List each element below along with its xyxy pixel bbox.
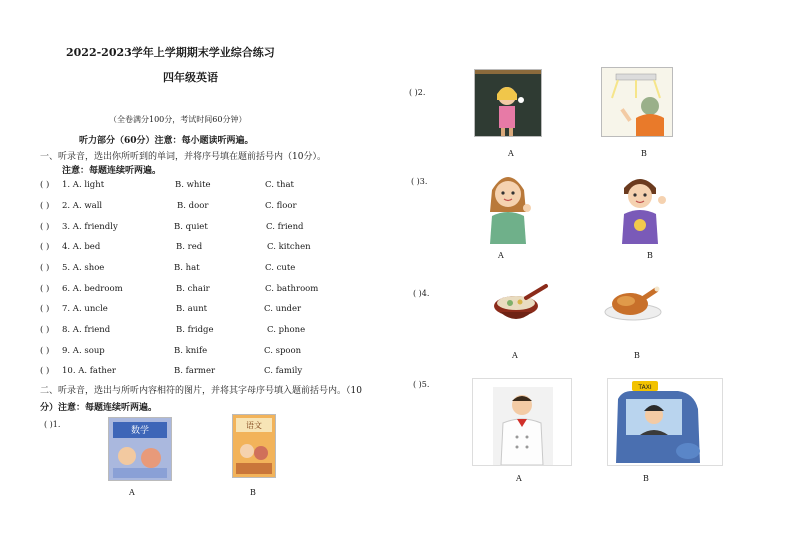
score-note: （全卷满分100分，考试时间60分钟） <box>109 115 247 124</box>
listening-header: 听力部分（60分）注意：每小题读听两遍。 <box>79 136 254 146</box>
option-a: 4. A. bed <box>62 242 101 252</box>
option-a: 1. A. light <box>62 180 105 190</box>
q5-label: ( )5. <box>413 380 430 389</box>
option-b: B. red <box>176 242 203 252</box>
answer-blank[interactable]: ( ) <box>40 180 50 190</box>
chef-image <box>472 378 572 466</box>
option-c: C. cute <box>265 263 296 273</box>
option-c: C. that <box>265 180 294 190</box>
girl-blackboard-image <box>474 69 542 137</box>
option-b: B. aunt <box>176 304 208 314</box>
q1-option-a: A <box>129 488 135 497</box>
option-a: 5. A. shoe <box>62 263 105 273</box>
q3-label: ( )3. <box>411 177 428 186</box>
option-a: 3. A. friendly <box>62 222 118 232</box>
section1-note: 注意：每题连续听两遍。 <box>62 166 162 176</box>
girl-waving-image <box>480 168 536 244</box>
q5-option-a: A <box>516 474 522 483</box>
answer-blank[interactable]: ( ) <box>40 304 50 314</box>
taxi-driver-image <box>607 378 723 466</box>
section2-note: 分）注意：每题连续听两遍。 <box>40 403 158 413</box>
exam-subtitle: 四年级英语 <box>163 71 218 84</box>
option-a: 7. A. uncle <box>62 304 108 314</box>
chinese-book-image <box>232 414 276 478</box>
q4-label: ( )4. <box>413 289 430 298</box>
option-c: C. family <box>264 366 303 376</box>
option-b: B. fridge <box>176 325 214 335</box>
option-c: C. bathroom <box>265 284 319 294</box>
exam-title: 2022-2023学年上学期期末学业综合练习 <box>66 46 275 59</box>
option-b: B. door <box>177 201 209 211</box>
answer-blank[interactable]: ( ) <box>40 222 50 232</box>
q5-option-b: B <box>643 474 649 483</box>
option-c: C. floor <box>265 201 297 211</box>
section1-instruction: 一、听录音，选出你所听到的单词，并将序号填在题前括号内（10分）。 <box>40 152 326 162</box>
answer-blank[interactable]: ( ) <box>40 201 50 211</box>
option-a: 10. A. father <box>62 366 116 376</box>
q2-option-b: B <box>641 149 647 158</box>
q4-option-a: A <box>512 351 518 360</box>
q3-option-a: A <box>498 251 504 260</box>
option-b: B. chair <box>176 284 210 294</box>
option-b: B. hat <box>174 263 200 273</box>
answer-blank[interactable]: ( ) <box>40 325 50 335</box>
option-c: C. phone <box>267 325 306 335</box>
answer-blank[interactable]: ( ) <box>40 263 50 273</box>
answer-blank[interactable]: ( ) <box>40 366 50 376</box>
roast-chicken-image <box>604 282 662 322</box>
option-b: B. farmer <box>174 366 216 376</box>
boy-light-image <box>601 67 673 137</box>
option-a: 8. A. friend <box>62 325 111 335</box>
answer-blank[interactable]: ( ) <box>40 284 50 294</box>
q4-option-b: B <box>634 351 640 360</box>
math-book-image <box>108 417 172 481</box>
option-c: C. friend <box>266 222 304 232</box>
chinese-book-title: 语文 <box>246 421 262 430</box>
option-c: C. spoon <box>264 346 302 356</box>
option-c: C. under <box>264 304 302 314</box>
q2-option-a: A <box>508 149 514 158</box>
option-b: B. knife <box>174 346 208 356</box>
math-book-title: 数学 <box>130 426 150 436</box>
option-a: 2. A. wall <box>62 201 103 211</box>
option-b: B. quiet <box>174 222 208 232</box>
q1-label: ( )1. <box>44 420 61 429</box>
answer-blank[interactable]: ( ) <box>40 242 50 252</box>
option-a: 6. A. bedroom <box>62 284 123 294</box>
q2-label: ( )2. <box>409 88 426 97</box>
section2-instruction: 二、听录音，选出与所听内容相符的图片，并将其字母序号填入题前括号内。（10 <box>40 386 362 396</box>
option-b: B. white <box>175 180 211 190</box>
option-c: C. kitchen <box>267 242 311 252</box>
q1-option-b: B <box>250 488 256 497</box>
q3-option-b: B <box>647 251 653 260</box>
taxi-sign-text: TAXI <box>638 384 652 391</box>
answer-blank[interactable]: ( ) <box>40 346 50 356</box>
soup-bowl-image <box>490 282 550 326</box>
boy-waving-image <box>610 170 670 244</box>
option-a: 9. A. soup <box>62 346 105 356</box>
